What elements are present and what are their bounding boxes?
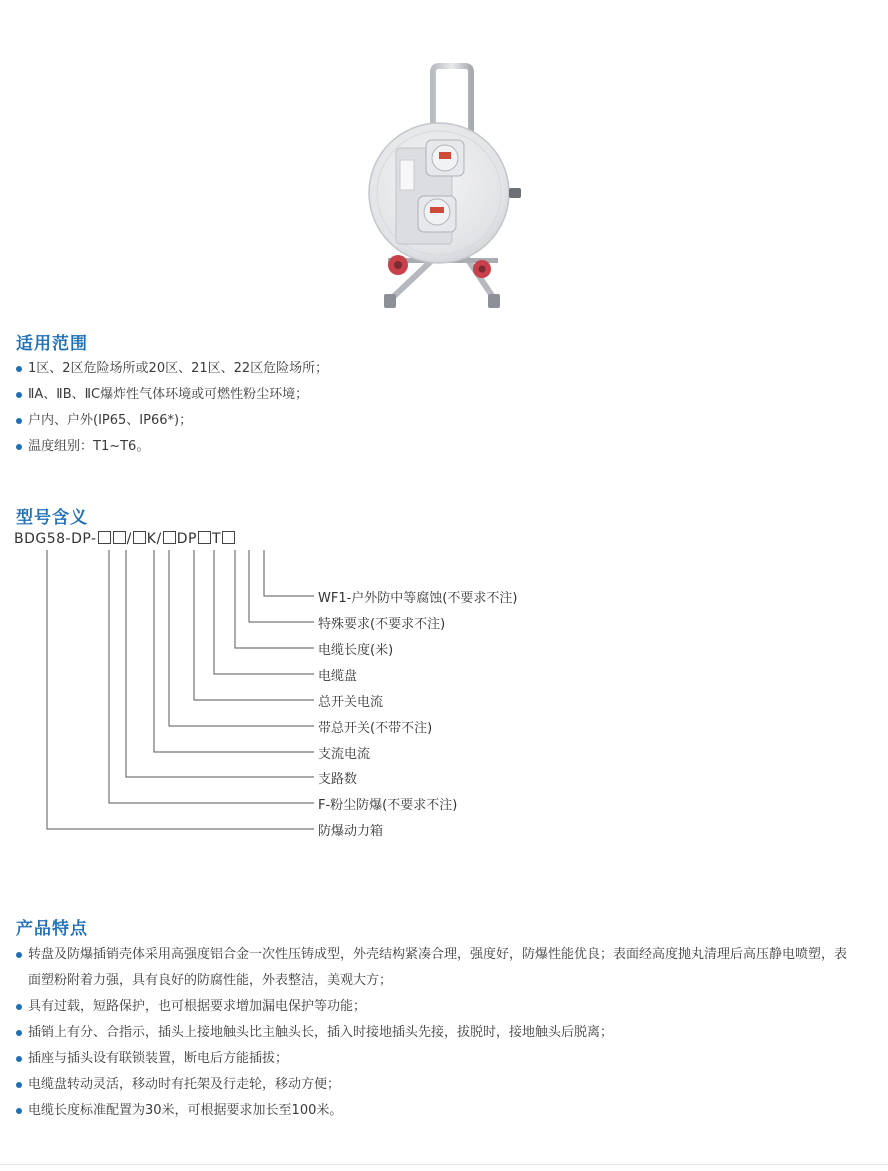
bullet-icon — [16, 952, 22, 958]
bullet-icon — [16, 1082, 22, 1088]
list-item: 电缆长度标准配置为30米，可根据要求加长至100米。 — [16, 1098, 848, 1124]
list-item: 具有过载，短路保护，也可根据要求增加漏电保护等功能； — [16, 994, 848, 1020]
model-label: 电缆盘 — [318, 669, 358, 684]
list-item: ⅡA、ⅡB、ⅡC爆炸性气体环境或可燃性粉尘环境； — [16, 382, 328, 408]
list-item: 插座与插头设有联锁装置，断电后方能插拔； — [16, 1046, 848, 1072]
model-label: 带总开关(不带不注) — [318, 721, 433, 736]
model-label: 总开关电流 — [318, 695, 384, 710]
model-code: BDG58-DP- / K/ DP T — [14, 531, 236, 547]
bullet-icon — [16, 1056, 22, 1062]
section-title-scope: 适用范围 — [16, 334, 88, 354]
bullet-icon — [16, 1030, 22, 1036]
model-label: 支流电流 — [318, 747, 371, 762]
model-label: F-粉尘防爆(不要求不注) — [318, 798, 458, 813]
list-item: 转盘及防爆插销壳体采用高强度铝合金一次性压铸成型，外壳结构紧凑合理，强度好，防爆性能优良；表面经高度抛丸清理后高压静电喷塑，表面塑粉附着力强，具有良好的防腐性能，外表整洁，美观大方； — [16, 942, 848, 994]
model-label: 特殊要求(不要求不注) — [318, 617, 446, 632]
model-label: WF1-户外防中等腐蚀(不要求不注) — [318, 591, 518, 606]
footer-divider — [0, 1164, 888, 1165]
features-list — [16, 942, 848, 1124]
bullet-icon — [16, 1108, 22, 1114]
model-label: 电缆长度(米) — [318, 643, 394, 658]
list-item: 温度组别：T1~T6。 — [16, 434, 328, 460]
list-item: 插销上有分、合指示，插头上接地触头比主触头长，插入时接地插头先接，拔脱时，接地触头后脱离； — [16, 1020, 848, 1046]
section-title-features: 产品特点 — [16, 919, 88, 939]
model-label: 支路数 — [318, 772, 358, 787]
section-title-model: 型号含义 — [16, 508, 88, 528]
list-item: 1区、2区危险场所或20区、21区、22区危险场所； — [16, 356, 328, 382]
model-label: 防爆动力箱 — [318, 824, 384, 839]
list-item: 户内、户外(IP65、IP66*)； — [16, 408, 328, 434]
bullet-icon — [16, 1004, 22, 1010]
list-item: 电缆盘转动灵活，移动时有托架及行走轮，移动方便； — [16, 1072, 848, 1098]
